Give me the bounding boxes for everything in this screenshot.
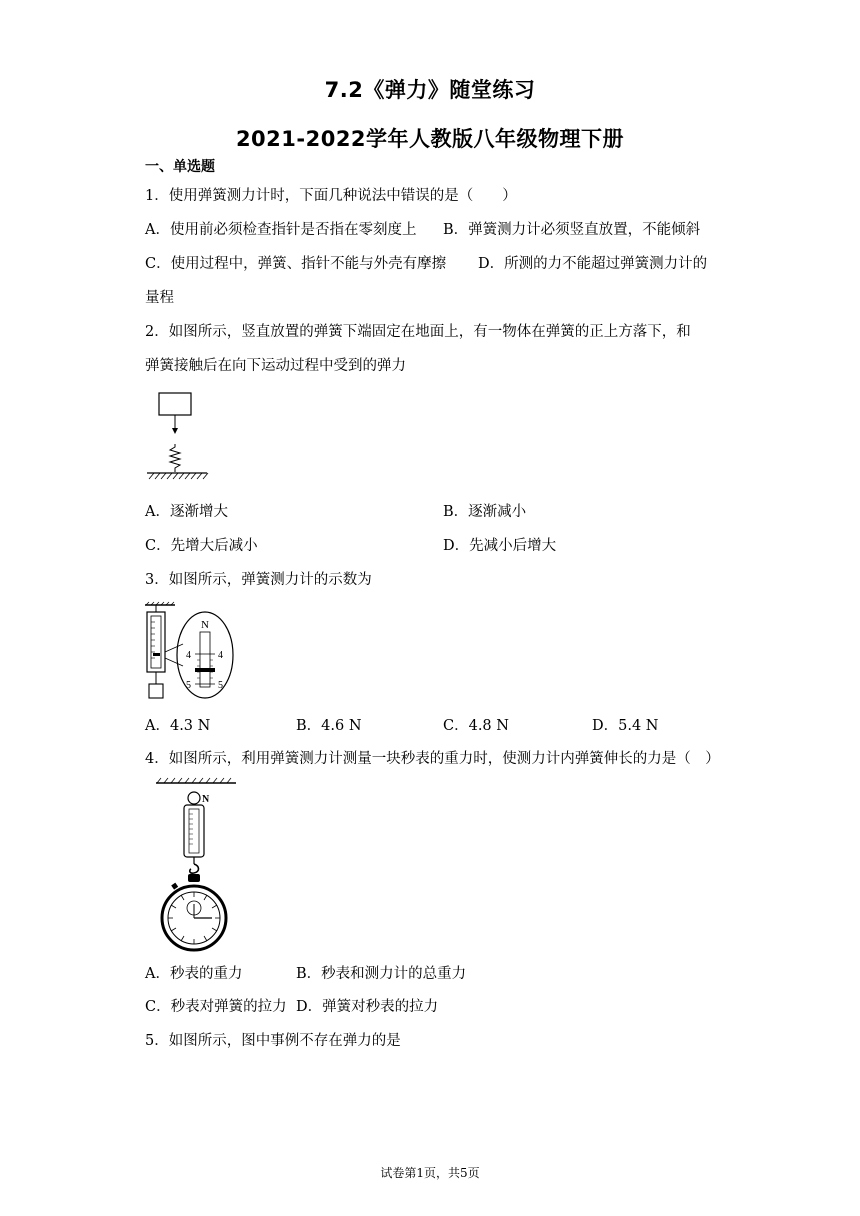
q4-option-c: C．秒表对弹簧的拉力 [145,999,287,1015]
q1-stem: 1．使用弹簧测力计时，下面几种说法中错误的是（ ） [145,188,517,204]
q5-stem: 5．如图所示，图中事例不存在弹力的是 [145,1033,401,1049]
q3-stem: 3．如图所示，弹簧测力计的示数为 [145,572,372,588]
q3-option-d: D．5.4 N [592,718,659,734]
q3-option-a: A．4.3 N [145,718,211,734]
q3-figure-unit-label: N [201,619,209,631]
q4-option-a: A．秒表的重力 [145,966,243,982]
q3-figure-tick-5-left: 5 [186,680,191,691]
q4-figure-stopwatch-on-scale [152,778,252,950]
section-heading: 一、单选题 [145,159,215,175]
q3-figure-tick-4-right: 4 [218,650,223,661]
q4-figure-unit-label: N [202,794,210,805]
q2-stem-line2: 弹簧接触后在向下运动过程中受到的弹力 [145,358,406,374]
q1-option-c: C．使用过程中，弹簧、指针不能与外壳有摩擦 [145,256,447,272]
q4-option-d: D．弹簧对秒表的拉力 [296,999,439,1015]
page-footer: 试卷第1页，共5页 [380,1166,480,1180]
q2-option-d: D．先减小后增大 [443,538,557,554]
q2-option-a: A．逐渐增大 [145,504,228,520]
q3-option-b: B．4.6 N [296,718,362,734]
q1-option-d-continued: 量程 [145,290,174,306]
q2-option-b: B．逐渐减小 [443,504,527,520]
q1-option-b: B．弹簧测力计必须竖直放置，不能倾斜 [443,222,701,238]
q1-option-a: A．使用前必须检查指针是否指在零刻度上 [145,222,417,238]
q3-figure-tick-4-left: 4 [186,650,191,661]
q3-figure-spring-scale [143,602,239,702]
q2-figure-falling-block-spring [145,390,215,482]
q3-option-c: C．4.8 N [443,718,509,734]
q1-option-d: D．所测的力不能超过弹簧测力计的 [478,256,708,272]
q4-stem: 4．如图所示，利用弹簧测力计测量一块秒表的重力时，使测力计内弹簧伸长的力是（ ） [145,751,720,767]
q2-option-c: C．先增大后减小 [145,538,258,554]
q4-option-b: B．秒表和测力计的总重力 [296,966,467,982]
q3-figure-tick-5-right: 5 [218,680,223,691]
title-line-1: 7.2《弹力》随堂练习 [324,78,536,102]
q2-stem-line1: 2．如图所示，竖直放置的弹簧下端固定在地面上，有一物体在弹簧的正上方落下，和 [145,324,691,340]
title-line-2: 2021-2022学年人教版八年级物理下册 [235,127,625,151]
